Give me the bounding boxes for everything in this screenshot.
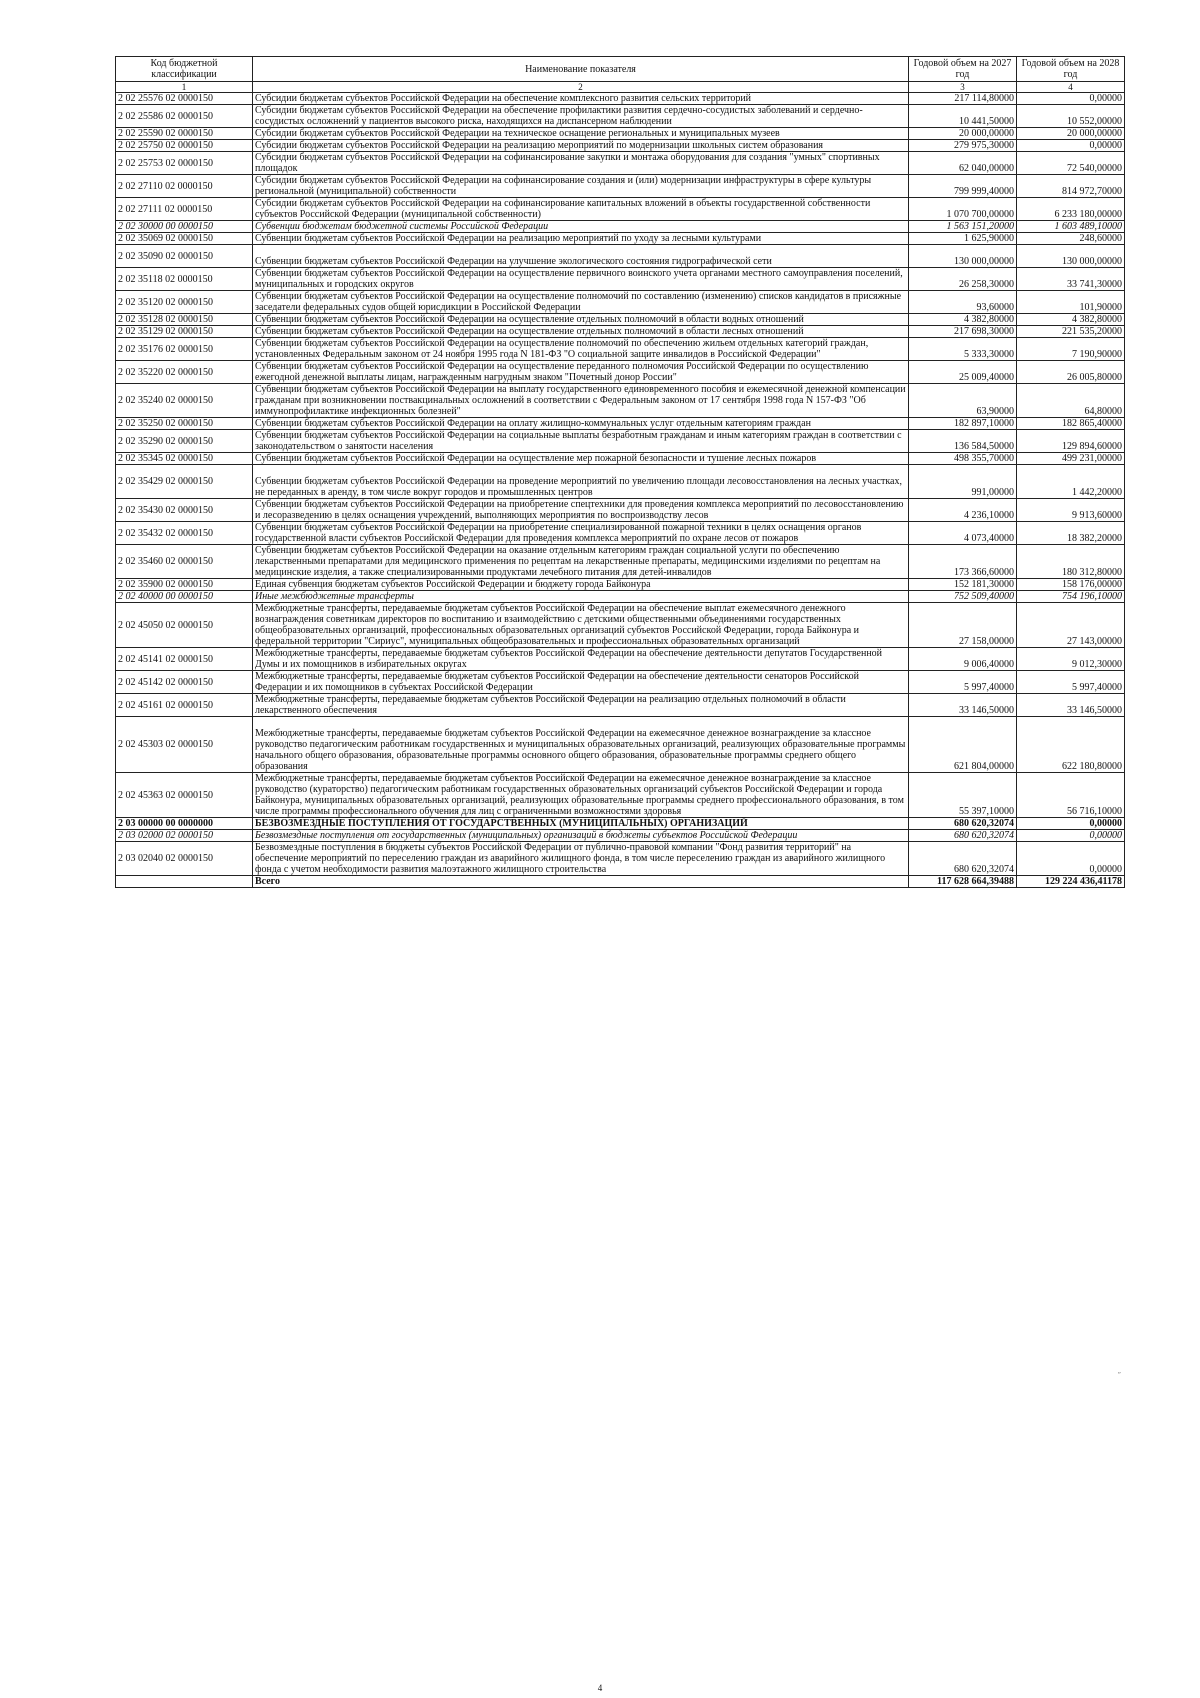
row-value-2027: 217 698,30000 (909, 326, 1017, 338)
row-value-2028: 158 176,00000 (1017, 579, 1125, 591)
row-value-2027: 10 441,50000 (909, 105, 1017, 128)
row-name: БЕЗВОЗМЕЗДНЫЕ ПОСТУПЛЕНИЯ ОТ ГОСУДАРСТВЕННЫХ (МУНИЦИПАЛЬНЫХ) ОРГАНИЗАЦИЙ (253, 818, 909, 830)
header-row (116, 57, 1125, 82)
row-value-2027: 5 997,40000 (909, 671, 1017, 694)
table-row (116, 361, 1125, 384)
row-value-2027: 26 258,30000 (909, 268, 1017, 291)
column-number: 3 (909, 82, 1017, 93)
column-number: 2 (253, 82, 909, 93)
row-value-2027: 1 070 700,00000 (909, 198, 1017, 221)
table-row (116, 648, 1125, 671)
row-name: Субвенции бюджетам субъектов Российской Федерации на осуществление полномочий по составлению (изменению) списков кандидатов в присяжные заседатели федеральных судов общей юрисдикции в Российской Федерации (253, 291, 909, 314)
row-code: 2 02 45161 02 0000150 (116, 694, 253, 717)
row-value-2028: 622 180,80000 (1017, 717, 1125, 773)
row-name: Субсидии бюджетам субъектов Российской Федерации на софинансирование капитальных вложений в объекты государственной собственности субъектов Российской Федерации (муниципальной собственности) (253, 198, 909, 221)
row-value-2028: 18 382,20000 (1017, 522, 1125, 545)
row-name: Иные межбюджетные трансферты (253, 591, 909, 603)
total-2028: 129 224 436,41178 (1017, 876, 1125, 888)
row-value-2028: 248,60000 (1017, 233, 1125, 245)
row-code: 2 02 45141 02 0000150 (116, 648, 253, 671)
header-name: Наименование показателя (253, 57, 909, 82)
row-value-2027: 680 620,32074 (909, 842, 1017, 876)
row-value-2028: 0,00000 (1017, 140, 1125, 152)
row-value-2027: 680 620,32074 (909, 818, 1017, 830)
row-name: Субвенции бюджетам субъектов Российской Федерации на осуществление переданного полномочия Российской Федерации по осуществлению ежегодной денежной выплаты лицам, награжденным нагрудным знаком "Почетный донор России" (253, 361, 909, 384)
row-value-2027: 217 114,80000 (909, 93, 1017, 105)
row-value-2027: 680 620,32074 (909, 830, 1017, 842)
table-row (116, 291, 1125, 314)
header-2027: Годовой объем на 2027 год (909, 57, 1017, 82)
table-row (116, 338, 1125, 361)
row-value-2028: 0,00000 (1017, 842, 1125, 876)
row-value-2027: 136 584,50000 (909, 430, 1017, 453)
row-name: Субвенции бюджетам субъектов Российской Федерации на приобретение специализированной пожарной техники в целях оснащения органов государственной власти субъектов Российской Федерации для проведения комплекса мероприятий по охране лесов от пожаров (253, 522, 909, 545)
row-code: 2 02 45142 02 0000150 (116, 671, 253, 694)
total-label: Всего (253, 876, 909, 888)
row-value-2028: 221 535,20000 (1017, 326, 1125, 338)
row-value-2028: 6 233 180,00000 (1017, 198, 1125, 221)
row-code: 2 02 25753 02 0000150 (116, 152, 253, 175)
row-value-2027: 63,90000 (909, 384, 1017, 418)
row-name: Субвенции бюджетам субъектов Российской Федерации на осуществление полномочий по обеспечению жильем отдельных категорий граждан, установленных Федеральным законом от 24 ноября 1995 года N 181-ФЗ "О социальной защите инвалидов в Российской Федерации" (253, 338, 909, 361)
row-value-2028: 27 143,00000 (1017, 603, 1125, 648)
table-row (116, 105, 1125, 128)
total-code (116, 876, 253, 888)
row-name: Межбюджетные трансферты, передаваемые бюджетам субъектов Российской Федерации на обеспечение деятельности сенаторов Российской Федерации и их помощников в субъектах Российской Федерации (253, 671, 909, 694)
row-value-2028: 56 716,10000 (1017, 773, 1125, 818)
row-name: Межбюджетные трансферты, передаваемые бюджетам субъектов Российской Федерации на ежемесячное денежное вознаграждение за классное руководство (кураторство) педагогическим работникам государственных образовательных организаций субъектов Российской Федерации и города Байконура, муниципальных образовательных организаций, реализующих образовательные программы среднего профессионального образования, в том числе программы профессионального обучения для лиц с ограниченными возможностями здоровья (253, 773, 909, 818)
row-value-2027: 1 563 151,20000 (909, 221, 1017, 233)
row-value-2028: 10 552,00000 (1017, 105, 1125, 128)
table-row (116, 384, 1125, 418)
row-value-2028: 0,00000 (1017, 830, 1125, 842)
row-code: 2 02 35240 02 0000150 (116, 384, 253, 418)
row-code: 2 02 35129 02 0000150 (116, 326, 253, 338)
row-value-2027: 799 999,40000 (909, 175, 1017, 198)
row-code: 2 02 35120 02 0000150 (116, 291, 253, 314)
row-code: 2 03 02000 02 0000150 (116, 830, 253, 842)
row-code: 2 02 25590 02 0000150 (116, 128, 253, 140)
row-code: 2 02 25586 02 0000150 (116, 105, 253, 128)
corner-mark: ″ (1118, 1371, 1121, 1379)
table-row (116, 773, 1125, 818)
table-row (116, 453, 1125, 465)
row-name: Безвозмездные поступления от государственных (муниципальных) организаций в бюджеты субъектов Российской Федерации (253, 830, 909, 842)
row-value-2028: 1 442,20000 (1017, 465, 1125, 499)
table-row (116, 842, 1125, 876)
row-code: 2 02 35460 02 0000150 (116, 545, 253, 579)
row-value-2028: 129 894,60000 (1017, 430, 1125, 453)
row-value-2028: 7 190,90000 (1017, 338, 1125, 361)
row-value-2028: 9 913,60000 (1017, 499, 1125, 522)
table-row (116, 140, 1125, 152)
row-code: 2 02 27110 02 0000150 (116, 175, 253, 198)
row-value-2028: 4 382,80000 (1017, 314, 1125, 326)
row-value-2028: 64,80000 (1017, 384, 1125, 418)
row-value-2027: 752 509,40000 (909, 591, 1017, 603)
table-header (116, 57, 1125, 93)
total-row (116, 876, 1125, 888)
row-value-2027: 152 181,30000 (909, 579, 1017, 591)
row-code: 2 02 45050 02 0000150 (116, 603, 253, 648)
row-name: Субсидии бюджетам субъектов Российской Федерации на софинансирование закупки и монтажа оборудования для создания "умных" спортивных площадок (253, 152, 909, 175)
table-row (116, 314, 1125, 326)
row-name: Субсидии бюджетам субъектов Российской Федерации на техническое оснащение региональных и муниципальных музеев (253, 128, 909, 140)
row-value-2028: 72 540,00000 (1017, 152, 1125, 175)
row-code: 2 03 00000 00 0000000 (116, 818, 253, 830)
table-body (116, 93, 1125, 876)
table-row (116, 579, 1125, 591)
table-row (116, 152, 1125, 175)
row-code: 2 02 35176 02 0000150 (116, 338, 253, 361)
row-value-2027: 5 333,30000 (909, 338, 1017, 361)
row-value-2027: 130 000,00000 (909, 245, 1017, 268)
row-name: Субсидии бюджетам субъектов Российской Федерации на реализацию мероприятий по модернизации школьных систем образования (253, 140, 909, 152)
table-row (116, 198, 1125, 221)
row-code: 2 02 45363 02 0000150 (116, 773, 253, 818)
table-row (116, 522, 1125, 545)
row-value-2028: 1 603 489,10000 (1017, 221, 1125, 233)
page-number: 4 (597, 1683, 603, 1693)
table-row (116, 221, 1125, 233)
row-code: 2 02 25576 02 0000150 (116, 93, 253, 105)
row-code: 2 02 35250 02 0000150 (116, 418, 253, 430)
table-row (116, 175, 1125, 198)
row-value-2028: 9 012,30000 (1017, 648, 1125, 671)
row-value-2028: 33 146,50000 (1017, 694, 1125, 717)
row-value-2027: 33 146,50000 (909, 694, 1017, 717)
row-value-2028: 130 000,00000 (1017, 245, 1125, 268)
row-name: Субвенции бюджетам субъектов Российской Федерации на осуществление мер пожарной безопасности и тушение лесных пожаров (253, 453, 909, 465)
row-name: Субвенции бюджетам субъектов Российской Федерации на осуществление первичного воинского учета органами местного самоуправления поселений, муниципальных и городских округов (253, 268, 909, 291)
row-value-2027: 4 382,80000 (909, 314, 1017, 326)
row-name: Субвенции бюджетам субъектов Российской Федерации на осуществление отдельных полномочий в области водных отношений (253, 314, 909, 326)
row-name: Субвенции бюджетам субъектов Российской Федерации на осуществление отдельных полномочий в области лесных отношений (253, 326, 909, 338)
row-value-2028: 182 865,40000 (1017, 418, 1125, 430)
row-code: 2 02 40000 00 0000150 (116, 591, 253, 603)
row-value-2028: 754 196,10000 (1017, 591, 1125, 603)
row-value-2028: 5 997,40000 (1017, 671, 1125, 694)
row-code: 2 03 02040 02 0000150 (116, 842, 253, 876)
table-row (116, 717, 1125, 773)
row-name: Единая субвенция бюджетам субъектов Российской Федерации и бюджету города Байконура (253, 579, 909, 591)
row-value-2027: 55 397,10000 (909, 773, 1017, 818)
table-row (116, 545, 1125, 579)
table-row (116, 430, 1125, 453)
row-name: Субсидии бюджетам субъектов Российской Федерации на обеспечение профилактики развития сердечно-сосудистых заболеваний и сердечно-сосудистых осложнений у пациентов высокого риска, находящихся на диспансерном наблюдении (253, 105, 909, 128)
row-name: Субвенции бюджетам субъектов Российской Федерации на социальные выплаты безработным гражданам и иным категориям граждан в соответствии с законодательством о занятости населения (253, 430, 909, 453)
table-row (116, 326, 1125, 338)
row-value-2027: 20 000,00000 (909, 128, 1017, 140)
row-code: 2 02 35345 02 0000150 (116, 453, 253, 465)
row-code: 2 02 27111 02 0000150 (116, 198, 253, 221)
row-code: 2 02 30000 00 0000150 (116, 221, 253, 233)
row-code: 2 02 35128 02 0000150 (116, 314, 253, 326)
row-code: 2 02 35290 02 0000150 (116, 430, 253, 453)
row-code: 2 02 35069 02 0000150 (116, 233, 253, 245)
row-name: Субвенции бюджетам бюджетной системы Российской Федерации (253, 221, 909, 233)
header-2028: Годовой объем на 2028 год (1017, 57, 1125, 82)
row-value-2027: 621 804,00000 (909, 717, 1017, 773)
row-code: 2 02 35900 02 0000150 (116, 579, 253, 591)
row-value-2027: 25 009,40000 (909, 361, 1017, 384)
row-value-2027: 9 006,40000 (909, 648, 1017, 671)
row-name: Субвенции бюджетам субъектов Российской Федерации на оказание отдельным категориям граждан социальной услуги по обеспечению лекарственными препаратами для медицинского применения по рецептам на лекарственные препараты, медицинскими изделиями по рецептам на медицинские изделия, а также специализированными продуктами лечебного питания для детей-инвалидов (253, 545, 909, 579)
row-value-2027: 4 073,40000 (909, 522, 1017, 545)
total-2027: 117 628 664,39488 (909, 876, 1017, 888)
row-name: Субвенции бюджетам субъектов Российской Федерации на проведение мероприятий по увеличению площади лесовосстановления на лесных участках, не переданных в аренду, в том числе вокруг городов и промышленных центров (253, 465, 909, 499)
table-row (116, 418, 1125, 430)
column-number: 1 (116, 82, 253, 93)
row-code: 2 02 35430 02 0000150 (116, 499, 253, 522)
table-row (116, 128, 1125, 140)
row-name: Межбюджетные трансферты, передаваемые бюджетам субъектов Российской Федерации на обеспечение выплат ежемесячного денежного вознаграждения советникам директоров по воспитанию и взаимодействию с детскими общественными объединениями государственных общеобразовательных организаций, профессиональных образовательных организаций субъектов Российской Федерации, города Байконура и федеральной территории "Сириус", муниципальных общеобразовательных и профессиональных образовательных организаций (253, 603, 909, 648)
table-row (116, 603, 1125, 648)
row-code: 2 02 35432 02 0000150 (116, 522, 253, 545)
row-value-2028: 0,00000 (1017, 818, 1125, 830)
row-name: Субвенции бюджетам субъектов Российской Федерации на реализацию мероприятий по уходу за лесными культурами (253, 233, 909, 245)
row-name: Межбюджетные трансферты, передаваемые бюджетам субъектов Российской Федерации на реализацию отдельных полномочий в области лекарственного обеспечения (253, 694, 909, 717)
row-code: 2 02 35220 02 0000150 (116, 361, 253, 384)
row-value-2027: 182 897,10000 (909, 418, 1017, 430)
table-row (116, 465, 1125, 499)
table-row (116, 830, 1125, 842)
row-value-2028: 101,90000 (1017, 291, 1125, 314)
row-code: 2 02 35090 02 0000150 (116, 245, 253, 268)
row-name: Межбюджетные трансферты, передаваемые бюджетам субъектов Российской Федерации на обеспечение деятельности депутатов Государственной Думы и их помощников в избирательных округах (253, 648, 909, 671)
row-value-2027: 27 158,00000 (909, 603, 1017, 648)
table-row (116, 499, 1125, 522)
column-number: 4 (1017, 82, 1125, 93)
row-value-2028: 180 312,80000 (1017, 545, 1125, 579)
row-value-2028: 0,00000 (1017, 93, 1125, 105)
table-row (116, 818, 1125, 830)
row-name: Безвозмездные поступления в бюджеты субъектов Российской Федерации от публично-правовой компании "Фонд развития территорий" на обеспечение мероприятий по переселению граждан из аварийного жилищного фонда, в том числе переселению граждан из аварийного жилищного фонда с учетом необходимости развития малоэтажного жилищного строительства (253, 842, 909, 876)
column-number-row (116, 82, 1125, 93)
row-name: Субвенции бюджетам субъектов Российской Федерации на оплату жилищно-коммунальных услуг отдельным категориям граждан (253, 418, 909, 430)
row-value-2027: 93,60000 (909, 291, 1017, 314)
row-code: 2 02 45303 02 0000150 (116, 717, 253, 773)
table-row (116, 268, 1125, 291)
row-name: Субсидии бюджетам субъектов Российской Федерации на софинансирование создания и (или) модернизации инфраструктуры в сфере культуры региональной (муниципальной) собственности (253, 175, 909, 198)
row-value-2027: 173 366,60000 (909, 545, 1017, 579)
table-row (116, 93, 1125, 105)
table-row (116, 591, 1125, 603)
row-value-2028: 26 005,80000 (1017, 361, 1125, 384)
row-code: 2 02 35429 02 0000150 (116, 465, 253, 499)
header-code: Код бюджетной классификации (116, 57, 253, 82)
row-value-2028: 499 231,00000 (1017, 453, 1125, 465)
table-row (116, 233, 1125, 245)
row-name: Субсидии бюджетам субъектов Российской Федерации на обеспечение комплексного развития сельских территорий (253, 93, 909, 105)
table-row (116, 245, 1125, 268)
row-value-2028: 814 972,70000 (1017, 175, 1125, 198)
row-value-2027: 991,00000 (909, 465, 1017, 499)
row-value-2027: 62 040,00000 (909, 152, 1017, 175)
row-code: 2 02 35118 02 0000150 (116, 268, 253, 291)
row-value-2028: 20 000,00000 (1017, 128, 1125, 140)
row-code: 2 02 25750 02 0000150 (116, 140, 253, 152)
row-name: Субвенции бюджетам субъектов Российской Федерации на улучшение экологического состояния гидрографической сети (253, 245, 909, 268)
table-row (116, 671, 1125, 694)
row-name: Субвенции бюджетам субъектов Российской Федерации на выплату государственного единовременного пособия и ежемесячной денежной компенсации гражданам при возникновении поствакцинальных осложнений в соответствии с Федеральным законом от 17 сентября 1998 года N 157-ФЗ "Об иммунопрофилактике инфекционных болезней" (253, 384, 909, 418)
row-name: Межбюджетные трансферты, передаваемые бюджетам субъектов Российской Федерации на ежемесячное денежное вознаграждение за классное руководство педагогическим работникам государственных и муниципальных образовательных организаций, реализующих образовательные программы начального общего образования, образовательные программы основного общего образования, образовательные программы среднего общего образования (253, 717, 909, 773)
row-name: Субвенции бюджетам субъектов Российской Федерации на приобретение спецтехники для проведения комплекса мероприятий по лесовосстановлению и лесоразведению в целях оснащения учреждений, выполняющих мероприятия по воспроизводству лесов (253, 499, 909, 522)
budget-table (115, 56, 1125, 888)
row-value-2027: 1 625,90000 (909, 233, 1017, 245)
row-value-2028: 33 741,30000 (1017, 268, 1125, 291)
table-footer (116, 876, 1125, 888)
table-row (116, 694, 1125, 717)
row-value-2027: 279 975,30000 (909, 140, 1017, 152)
row-value-2027: 498 355,70000 (909, 453, 1017, 465)
row-value-2027: 4 236,10000 (909, 499, 1017, 522)
